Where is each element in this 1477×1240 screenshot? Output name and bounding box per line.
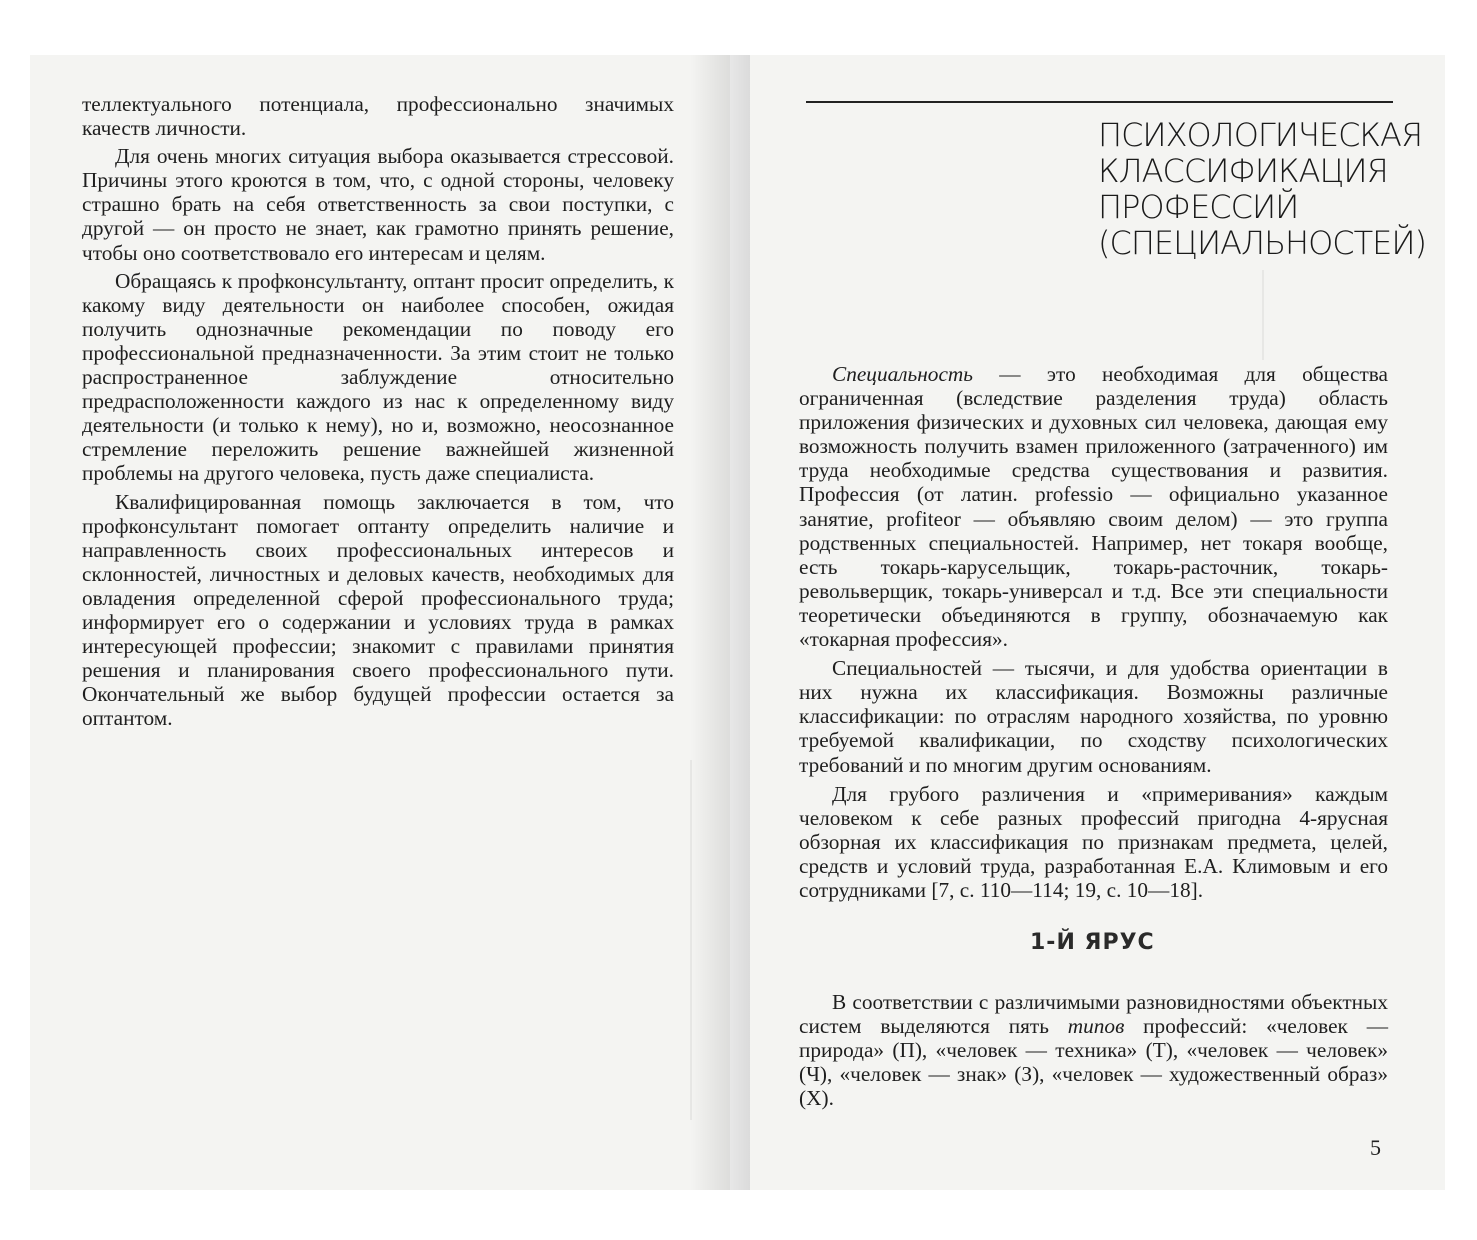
paragraph: Для очень многих ситуация выбора оказывается стрессовой. Причины этого кроются в том, что, с одной стороны, человеку страшно брать на себя ответственность за свои поступки, с другой — он просто не знает, как грамотно принять решение, чтобы оно соответствовало его интересам и целям. (82, 144, 674, 265)
paragraph: Для грубого различения и «примеривания» каждым человеком к себе разных профессий пригодна 4-ярусная обзорная их классификация по признакам предмета, целей, средств и условий труда, разработанная Е.А. Климовым и его сотрудниками [7, с. 110—114; 19, с. 10—18]. (799, 781, 1388, 902)
right-page-text-lower (799, 990, 1388, 1110)
left-page-text (82, 92, 674, 730)
chapter-title-line: ПСИХОЛОГИЧЕСКАЯ (1098, 116, 1423, 154)
bleed-through-mark (1262, 270, 1264, 360)
paragraph: Специальностей — тысячи, и для удобства ориентации в них нужна их классификация. Возможны различные классификации: по отраслям народного хозяйства, по уровню требуемой квалификации, по сходству психологических требований и по многим другим основаниям. (799, 656, 1388, 777)
paragraph: Обращаясь к профконсультанту, оптант просит определить, к какому виду деятельности он наиболее способен, ожидая получить однозначные рекомендации по поводу его профессиональной предназначенности. За этим стоит не только распространенное заблуждение относительно предрасположенности каждого из нас к определенному виду деятельности (и только к нему), но и, возможно, неосознанное стремление переложить решение важнейшей жизненной проблемы на другого человека, пусть даже специалиста. (82, 268, 674, 486)
term-types: типов (1067, 1014, 1125, 1039)
paragraph (799, 990, 1388, 1110)
page-number: 5 (1370, 1135, 1381, 1160)
term-specialnost: Специальность (832, 362, 973, 386)
paragraph-text: — это необходимая для общества ограниченная (вследствие разделения труда) область приложения физических и духовных сил человека, дающая ему возможность получить взамен приложенного (затраченного) им труда необходимые средства существования и развития. Профессия (от латин. professio — официально указанное занятие, profiteor — объявляю своим делом) — это группа родственных специальностей. Например, нет токаря вообще, есть токарь-карусельщик, токарь-расточник, токарь-револьверщик, токарь-универсал и т.д. Все эти специальности теоретически объединяются в группу, обозначаемую как «токарная профессия». (799, 362, 1388, 652)
right-page-text (799, 362, 1388, 902)
chapter-title (1098, 116, 1427, 262)
paragraph-text: профессий: «человек — природа» (П), «человек — техника» (Т), «человек — человек» (Ч), «человек — знак» (З), «человек — художественный образ» (Х). (799, 1014, 1389, 1111)
bleed-through-mark (690, 760, 692, 1120)
chapter-title-line: КЛАССИФИКАЦИЯ (1098, 152, 1388, 190)
section-heading: 1-Й ЯРУС (1030, 930, 1155, 955)
definition-paragraph (799, 362, 1388, 651)
paragraph-text: В соответствии с различимыми разновидностями объектных систем выделяются пять (799, 990, 1388, 1039)
book-spine-shadow (690, 55, 750, 1190)
chapter-title-line: ПРОФЕССИЙ (1098, 188, 1299, 226)
paragraph: Квалифицированная помощь заключается в том, что профконсультант помогает оптанту определить наличие и направленность своих профессиональных интересов и склонностей, личностных и деловых качеств, необходимых для овладения определенной сферой профессионального труда; информирует его о содержании и условиях труда в рамках интересующей профессии; знакомит с правилами принятия решения и планирования своего профессионального пути. Окончательный же выбор будущей профессии остается за оптантом. (82, 489, 674, 731)
paragraph: теллектуального потенциала, профессионально значимых качеств личности. (82, 92, 674, 141)
chapter-title-line: (СПЕЦИАЛЬНОСТЕЙ) (1098, 224, 1427, 262)
chapter-rule (806, 101, 1393, 103)
